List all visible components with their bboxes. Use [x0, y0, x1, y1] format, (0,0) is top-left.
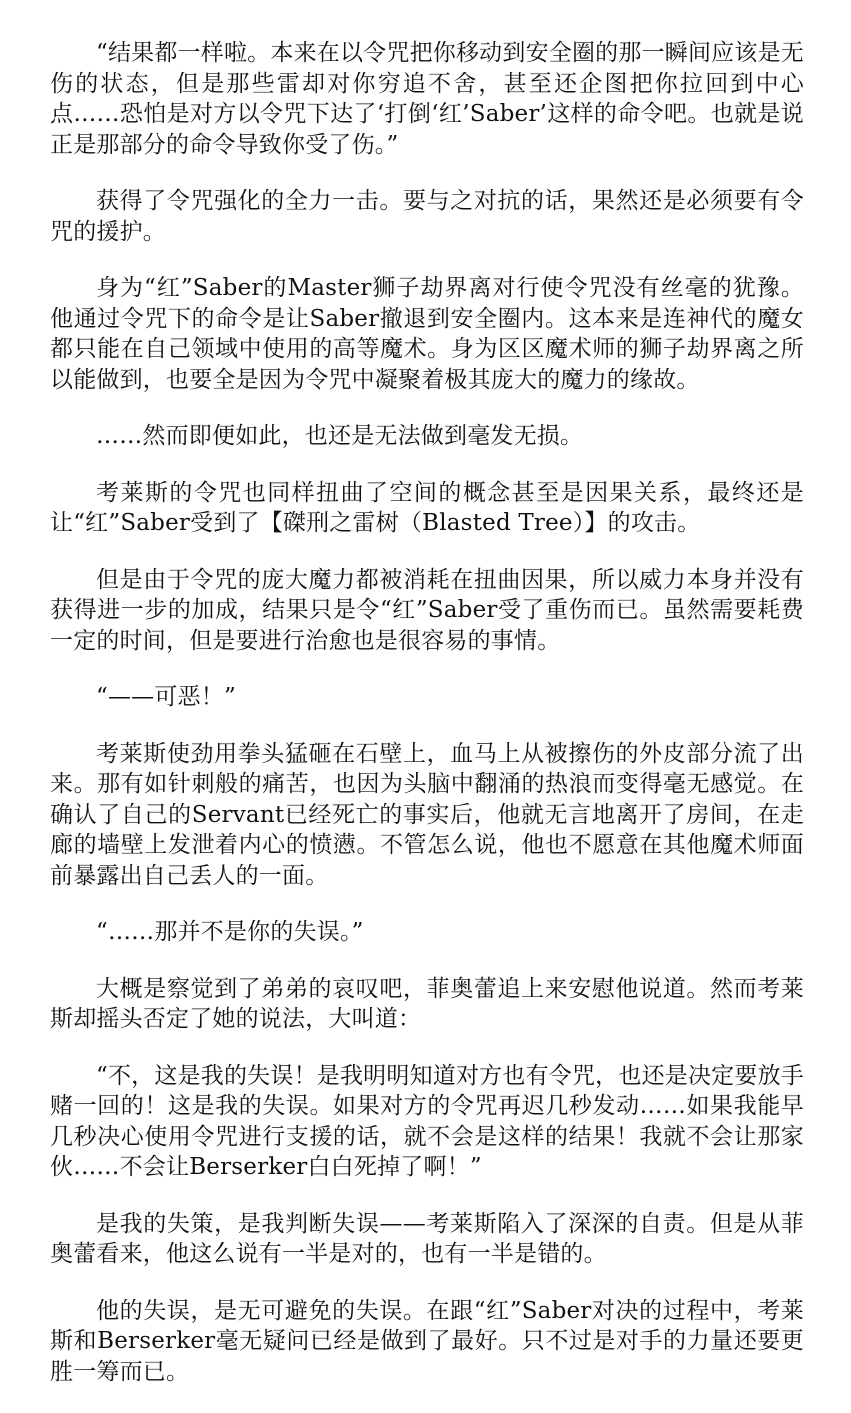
- paragraph: 身为“红”Saber的Master狮子劫界离对行使令咒没有丝毫的犹豫。他通过令咒下的命令是让Saber撤退到安全圈内。这本来是连神代的魔女都只能在自己领域中使用的高等魔术。身为区区魔术师的狮子劫界离之所以能做到，也要全是因为令咒中凝聚着极其庞大的魔力的缘故。: [50, 275, 804, 393]
- paragraph: “……那并不是你的失误。”: [96, 919, 364, 945]
- paragraph: “——可恶！”: [96, 684, 236, 710]
- paragraph: 大概是察觉到了弟弟的哀叹吧，菲奥蕾追上来安慰他说道。然而考莱斯却摇头否定了她的说法，大叫道：: [50, 975, 804, 1032]
- paragraph: “结果都一样啦。本来在以令咒把你移动到安全圈的那一瞬间应该是无伤的状态，但是那些雷却对你穷追不舍，甚至还企图把你拉回到中心点……恐怕是对方以令咒下达了‘打倒‘红’Saber’这样的命令吧。也就是说正是那部分的命令导致你受了伤。”: [50, 40, 804, 158]
- paragraph: ……然而即便如此，也还是无法做到毫发无损。: [96, 423, 584, 449]
- paragraph: 考莱斯使劲用拳头猛砸在石壁上，血马上从被擦伤的外皮部分流了出来。那有如针刺般的痛苦，也因为头脑中翻涌的热浪而变得毫无感觉。在确认了自己的Servant已经死亡的事实后，他就无言地离开了房间，在走廊的墙壁上发泄着内心的愤懑。不管怎么说，他也不愿意在其他魔术师面前暴露出自己丢人的一面。: [50, 740, 804, 889]
- paragraph: 他的失误，是无可避免的失误。在跟“红”Saber对决的过程中，考莱斯和Berserker毫无疑问已经是做到了最好。只不过是对手的力量还要更胜一筹而已。: [50, 1297, 804, 1385]
- paragraph: 考莱斯的令咒也同样扭曲了空间的概念甚至是因果关系，最终还是让“红”Saber受到了【磔刑之雷树（Blasted Tree）】的攻击。: [50, 479, 804, 536]
- document-page: [50, 38, 804, 1413]
- paragraph: 但是由于令咒的庞大魔力都被消耗在扭曲因果，所以威力本身并没有获得进一步的加成，结果只是令“红”Saber受了重伤而已。虽然需要耗费一定的时间，但是要进行治愈也是很容易的事情。: [50, 566, 804, 654]
- paragraph: 获得了令咒强化的全力一击。要与之对抗的话，果然还是必须要有令咒的援护。: [50, 188, 804, 245]
- paragraph: “不，这是我的失误！是我明明知道对方也有令咒，也还是决定要放手赌一回的！这是我的失误。如果对方的令咒再迟几秒发动……如果我能早几秒决心使用令咒进行支援的话，就不会是这样的结果！我就不会让那家伙……不会让Berserker白白死掉了啊！”: [50, 1062, 804, 1180]
- paragraph: 是我的失策，是我判断失误——考莱斯陷入了深深的自责。但是从菲奥蕾看来，他这么说有一半是对的，也有一半是错的。: [50, 1210, 804, 1267]
